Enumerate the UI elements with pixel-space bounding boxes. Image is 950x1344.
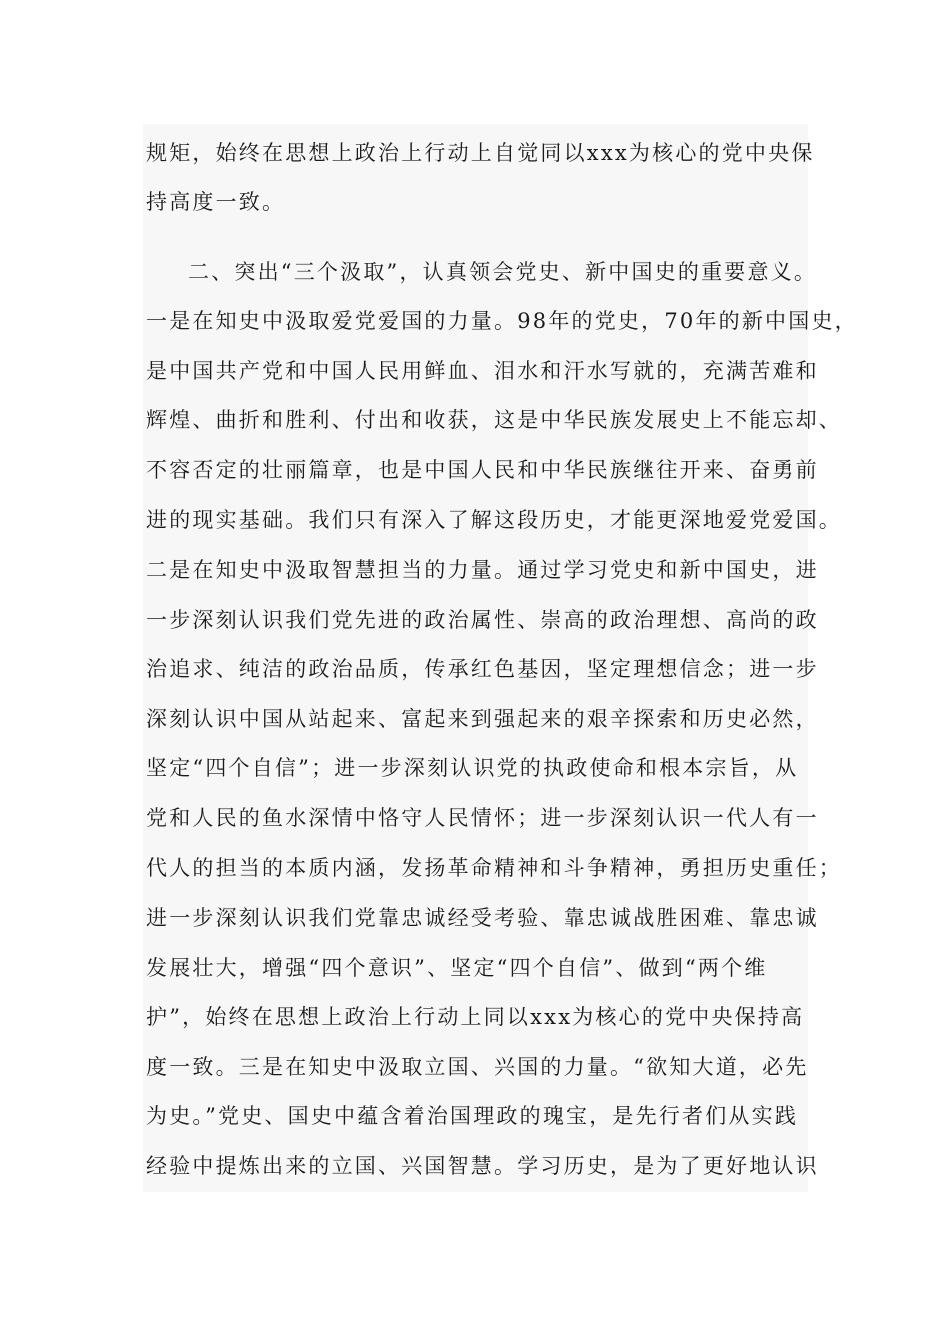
text-line: 规矩，始终在思想上政治上行动上自觉同以xxx为核心的党中央保 [146,141,815,165]
paragraph-heading-line: 二、突出“三个汲取”，认真领会党史、新中国史的重要意义。 [188,260,818,284]
text-line: 二是在知史中汲取智慧担当的力量。通过学习党史和新中国史，进 [146,558,819,582]
text-line: 坚定“四个自信”；进一步深刻认识党的执政使命和根本宗旨，从 [146,756,799,780]
text-line: 进一步深刻认识我们党靠忠诚经受考验、靠忠诚战胜困难、靠忠诚 [146,906,819,930]
text-line: 发展壮大，增强“四个意识”、坚定“四个自信”、做到“两个维 [146,956,768,980]
text-line: 不容否定的壮丽篇章，也是中国人民和中华民族继往开来、奋勇前 [146,458,819,482]
text-line: 一步深刻认识我们党先进的政治属性、崇高的政治理想、高尚的政 [146,608,819,632]
text-line: 治追求、纯洁的政治品质，传承红色基因，坚定理想信念；进一步 [146,657,819,681]
text-line: 进的现实基础。我们只有深入了解这段历史，才能更深地爱党爱国。 [146,508,842,532]
text-line: 持高度一致。 [146,190,286,214]
text-line: 辉煌、曲折和胜利、付出和收获，这是中华民族发展史上不能忘却、 [146,408,842,432]
text-line: 是中国共产党和中国人民用鲜血、泪水和汗水写就的，充满苦难和 [146,359,819,383]
text-line: 为史。”党史、国史中蕴含着治国理政的瑰宝，是先行者们从实践 [146,1104,799,1128]
text-line: 度一致。三是在知史中汲取立国、兴国的力量。“欲知大道，必先 [146,1055,809,1079]
text-line: 经验中提炼出来的立国、兴国智慧。学习历史，是为了更好地认识 [146,1154,819,1178]
text-line: 深刻认识中国从站起来、富起来到强起来的艰辛探索和历史必然， [146,707,819,731]
text-line: 一是在知史中汲取爱党爱国的力量。98年的党史，70年的新中国史， [146,309,858,333]
text-line: 护”，始终在思想上政治上行动上同以xxx为核心的党中央保持高 [146,1005,805,1029]
text-line: 党和人民的鱼水深情中恪守人民情怀；进一步深刻认识一代人有一 [146,806,819,830]
text-line: 代人的担当的本质内涵，发扬革命精神和斗争精神，勇担历史重任； [146,856,842,880]
